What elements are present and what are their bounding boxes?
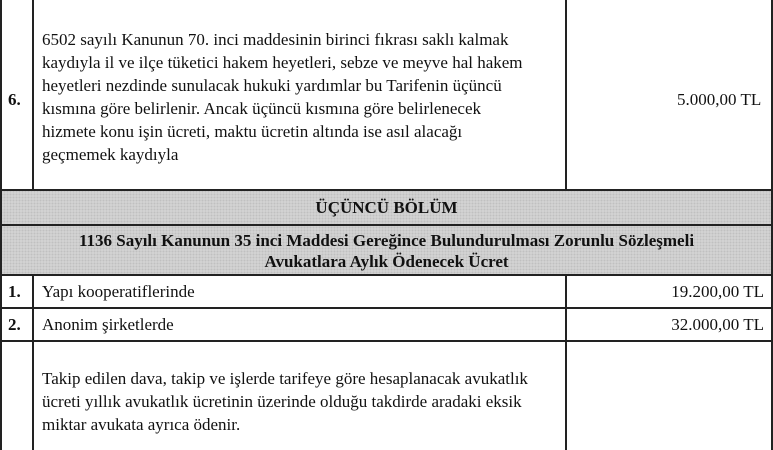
row-line-1 <box>0 189 773 191</box>
row-6-text-line: kısmına göre belirlenir. Ancak üçüncü kısmına göre belirlenecek <box>42 99 482 118</box>
note-text-line: Takip edilen dava, takip ve işlerde tarifeye göre hesaplanacak avukatlık <box>42 369 528 388</box>
row-line-2 <box>0 224 773 226</box>
note-text-line: ücreti yıllık avukatlık ücretinin üzerinde olduğu takdirde aradaki eksik <box>42 392 522 411</box>
row-6-text-line: 6502 sayılı Kanunun 70. inci maddesinin birinci fıkrası saklı kalmak <box>42 30 509 49</box>
col-line-left-lower <box>0 190 2 450</box>
row-6-text-line: hizmete konu işin ücreti, maktu ücretin altında ise asıl alacağı <box>42 122 463 141</box>
item-2-number: 2. <box>8 315 21 334</box>
row-line-3 <box>0 274 773 276</box>
row-line-5 <box>0 340 773 342</box>
row-6-text-line: geçmemek kaydıyla <box>42 145 179 164</box>
section-title: ÜÇÜNCÜ BÖLÜM <box>315 198 458 217</box>
item-1-text: Yapı kooperatiflerinde <box>42 282 195 301</box>
row-6-amount: 5.000,00 TL <box>677 90 762 109</box>
col-line-amount-lower <box>565 274 567 450</box>
row-6-text-line: kaydıyla il ve ilçe tüketici hakem heyetleri, sebze ve meyve hal hakem <box>42 53 523 72</box>
note-text-line: miktar avukata ayrıca ödenir. <box>42 415 241 434</box>
item-1-number: 1. <box>8 282 21 301</box>
col-line-amount <box>565 0 567 190</box>
item-2-amount: 32.000,00 TL <box>671 315 764 334</box>
section-subtitle-line-1: 1136 Sayılı Kanunun 35 inci Maddesi Gereğince Bulundurulması Zorunlu Sözleşmeli <box>78 231 695 250</box>
col-line-number <box>32 0 34 190</box>
item-2-text: Anonim şirketlerde <box>42 315 174 334</box>
row-6-text <box>42 28 562 166</box>
row-line-4 <box>0 307 773 309</box>
col-line-number-lower <box>32 274 34 450</box>
item-1-amount: 19.200,00 TL <box>671 282 764 301</box>
row-6-number: 6. <box>8 90 21 109</box>
section-subtitle-line-2: Avukatlara Aylık Ödenecek Ücret <box>264 252 509 271</box>
row-6-text-line: heyetleri nezdinde sunulacak hukuki yardımlar bu Tarifenin üçüncü <box>42 76 502 95</box>
note-text <box>42 367 562 436</box>
col-line-left <box>0 0 2 190</box>
